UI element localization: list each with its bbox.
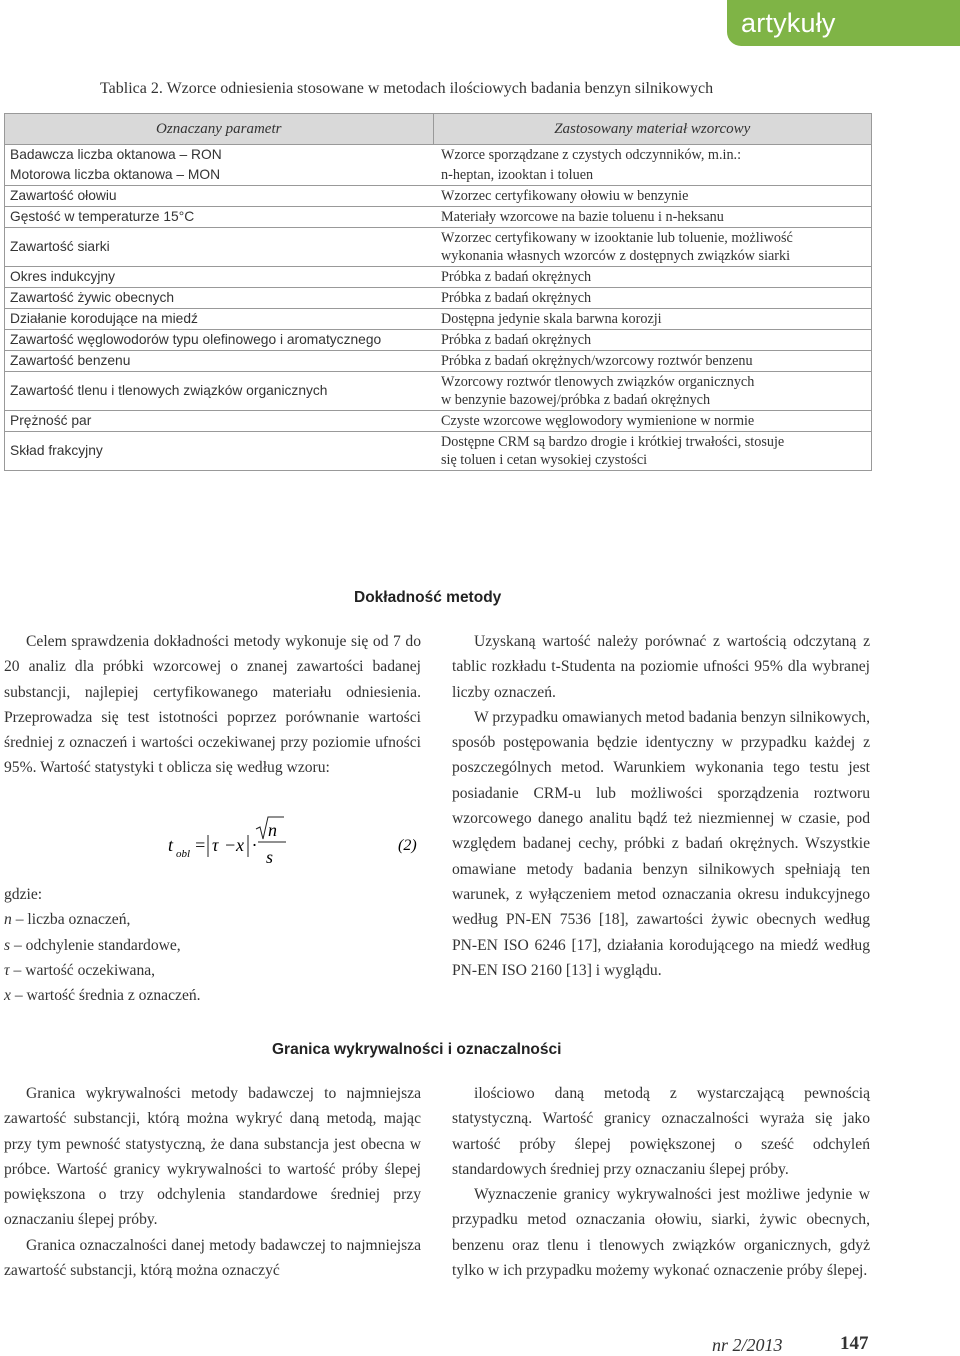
accuracy-left-column	[4, 629, 421, 781]
parameter-cell: Prężność par	[5, 411, 434, 432]
paragraph: W przypadku omawianych metod badania benzyn silnikowych, sposób postępowania będzie identyczny w przypadku każdej z poszczególnych metod. Warunkiem wykonania tego testu jest posiadanie CRM-u lub możliwości sporządzenia roztworu wzorcowego danego analitu bądź też niezmiennej w czasie, pod względem badanej cechy, próbki z badań okrężnych. Wszystkie omawiane metody badania benzyn silnikowych spełniają ten warunek, z wyłączeniem metod oznaczania okresu indukcyjnego według PN-EN 7536 [18], zawartości żywic obecnych według PN-EN ISO 6246 [17], działania korodującego na miedź według PN-EN ISO 2160 [13] i wyglądu.	[452, 708, 870, 979]
legend-item	[4, 983, 201, 1008]
material-line: Czyste wzorcowe węglowodory wymienione w normie	[441, 413, 755, 429]
material-line: Materiały wzorcowe na bazie toluenu i n-heksanu	[441, 209, 724, 225]
parameter-cell: Zawartość żywic obecnych	[5, 288, 434, 309]
section-tag: artykuły	[727, 0, 960, 46]
legend-symbol: n	[4, 911, 12, 929]
parameter-cell: Okres indukcyjny	[5, 267, 434, 288]
column-header-material: Zastosowany materiał wzorcowy	[433, 114, 872, 145]
section-heading-detection-limits: Granica wykrywalności i oznaczalności	[272, 1041, 562, 1058]
legend-item	[4, 907, 201, 932]
material-line: Dostępne CRM są bardzo drogie i krótkiej trwałości, stosuje	[441, 434, 785, 450]
paragraph: Uzyskaną wartość należy porównać z wartością odczytaną z tablic rozkładu t-Studenta na poziomie ufności 95% dla wybranej liczby oznaczeń.	[452, 633, 870, 701]
material-cell	[433, 351, 872, 372]
legend-symbol: s	[4, 936, 11, 954]
formula-numerator: n	[268, 820, 277, 840]
material-line: Próbka z badań okrężnych/wzorcowy roztwór benzenu	[441, 353, 753, 369]
material-line: Próbka z badań okrężnych	[441, 290, 592, 306]
column-header-parameter: Oznaczany parametr	[5, 114, 434, 145]
paragraph: Wyznaczenie granicy wykrywalności jest możliwe jedynie w przypadku metod oznaczania ołowiu, siarki, żywic obecnych, benzenu oraz tlenu i tlenowych związków organicznych, gdyż tylko w ich przypadku możemy wykonać oznaczenie próby ślepej.	[452, 1186, 870, 1280]
t-statistic-formula	[160, 815, 430, 875]
page-number: 147	[840, 1333, 869, 1354]
accuracy-right-column	[452, 629, 870, 983]
formula-equals: =	[194, 835, 207, 855]
material-cell	[433, 267, 872, 288]
legend-item	[4, 933, 201, 958]
material-line: Dostępna jedynie skala barwna korozji	[441, 311, 662, 327]
material-line: Próbka z badań okrężnych	[441, 269, 592, 285]
material-cell	[433, 330, 872, 351]
paragraph: ilościowo daną metodą z wystarczającą pewnością statystyczną. Wartość granicy oznaczalności wyraża się jako wartość próby ślepej powiększonej o sześć odchyleń standardowych średniej przy oznaczaniu ślepej próby.	[452, 1085, 870, 1178]
parameter-cell: Zawartość tlenu i tlenowych związków organicznych	[5, 372, 434, 411]
reference-materials-table	[4, 113, 872, 471]
formula-lhs-subscript: obl	[176, 848, 191, 860]
material-line: Wzorcowy roztwór tlenowych związków organicznych	[441, 374, 755, 390]
issue-number: nr 2/2013	[712, 1335, 783, 1355]
formula-x: x	[236, 835, 244, 855]
paragraph: Granica oznaczalności danej metody badawczej to najmniejsza zawartość substancji, którą można oznaczyć	[4, 1236, 421, 1280]
legend-item	[4, 958, 201, 983]
parameter-cell: Skład frakcyjny	[5, 432, 434, 471]
formula-denominator: s	[266, 847, 274, 867]
table-caption: Tablica 2. Wzorce odniesienia stosowane w metodach ilościowych badania benzyn silnikowych	[100, 80, 714, 97]
limits-right-column	[452, 1081, 870, 1283]
material-line: w benzynie bazowej/próbka z badań okrężnych	[441, 392, 711, 408]
legend-symbol: x	[4, 987, 11, 1005]
material-cell	[433, 228, 872, 267]
material-cell: Wzorce sporządzane z czystych odczynników, m.in.:	[433, 145, 872, 166]
legend-symbol: τ	[4, 961, 10, 979]
symbol-legend	[4, 882, 201, 1008]
material-line: się toluen i cetan wysokiej czystości	[441, 452, 648, 468]
formula-minus: −	[224, 835, 237, 855]
formula-dot: ·	[252, 835, 257, 855]
material-cell	[433, 432, 872, 471]
parameter-cell: Zawartość węglowodorów typu olefinowego i aromatycznego	[5, 330, 434, 351]
legend-description: – wartość oczekiwana,	[13, 961, 156, 979]
parameter-cell: Zawartość siarki	[5, 228, 434, 267]
material-cell	[433, 372, 872, 411]
parameter-cell: Motorowa liczba oktanowa – MON	[5, 165, 434, 186]
parameter-cell: Zawartość benzenu	[5, 351, 434, 372]
material-line: Wzorzec certyfikowany w izooktanie lub toluenie, możliwość	[441, 230, 793, 246]
material-cell	[433, 309, 872, 330]
parameter-cell: Gęstość w temperaturze 15°C	[5, 207, 434, 228]
legend-description: – wartość średnia z oznaczeń.	[14, 987, 201, 1005]
parameter-cell: Badawcza liczba oktanowa – RON	[5, 145, 434, 166]
parameter-cell: Działanie korodujące na miedź	[5, 309, 434, 330]
legend-description: – liczba oznaczeń,	[15, 911, 131, 929]
material-cell: n-heptan, izooktan i toluen	[433, 165, 872, 186]
material-line: wykonania własnych wzorców z dostępnych związków siarki	[441, 248, 791, 264]
material-cell	[433, 207, 872, 228]
paragraph: Granica wykrywalności metody badawczej to najmniejsza zawartość substancji, którą można wykryć daną metodą, mając przy tym pewność statystyczną, że dana substancja jest obecna w próbce. Wartość granicy wykrywalności to wartość próby ślepej powiększona o trzy odchylenia standardowe średniej przy oznaczaniu ślepej próby.	[4, 1085, 421, 1229]
parameter-cell: Zawartość ołowiu	[5, 186, 434, 207]
formula-tau: τ	[212, 835, 219, 855]
material-cell	[433, 411, 872, 432]
where-label: gdzie:	[4, 886, 43, 903]
material-line: Wzorzec certyfikowany ołowiu w benzynie	[441, 188, 689, 204]
material-cell	[433, 186, 872, 207]
legend-description: – odchylenie standardowe,	[13, 936, 181, 954]
formula-number: (2)	[398, 837, 417, 854]
section-heading-accuracy: Dokładność metody	[354, 589, 502, 606]
formula-lhs: t	[168, 835, 174, 855]
material-cell	[433, 288, 872, 309]
material-line: Próbka z badań okrężnych	[441, 332, 592, 348]
paragraph: Celem sprawdzenia dokładności metody wykonuje się od 7 do 20 analiz dla próbki wzorcowej o znanej zawartości badanej substancji, najlepiej certyfikowanego materiału odniesienia. Przeprowadza się test istotności poprzez porównanie wartości średniej z oznaczeń i wartości oczekiwanej przy poziomie ufności 95%. Wartość statystyki t oblicza się według wzoru:	[4, 633, 421, 777]
limits-left-column	[4, 1081, 421, 1283]
